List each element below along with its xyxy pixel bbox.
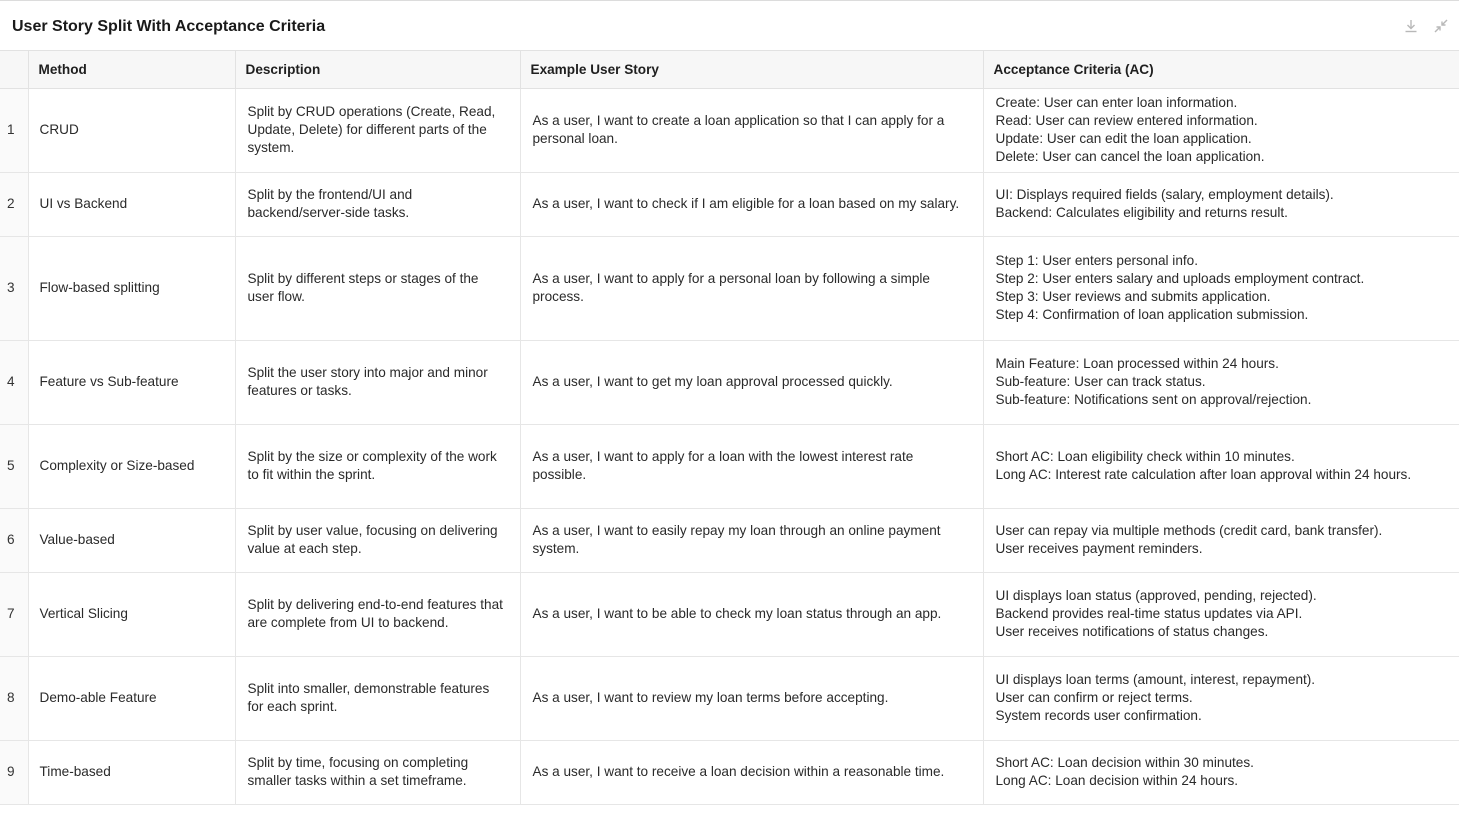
acceptance-criteria-cell	[983, 88, 1459, 172]
table-row[interactable]	[0, 236, 1459, 340]
acceptance-criteria-cell	[983, 572, 1459, 656]
header-row	[0, 51, 1459, 88]
download-icon[interactable]	[1402, 17, 1420, 35]
acceptance-criteria-line: Short AC: Loan decision within 30 minutes.	[995, 755, 1254, 770]
acceptance-criteria-line: UI displays loan status (approved, pending, rejected).	[995, 588, 1317, 603]
example-user-story-cell: As a user, I want to get my loan approval processed quickly.	[520, 340, 983, 424]
acceptance-criteria-line: Create: User can enter loan information.	[995, 95, 1238, 110]
acceptance-criteria-line: Step 2: User enters salary and uploads employment contract.	[995, 271, 1365, 286]
acceptance-criteria-line: User can repay via multiple methods (credit card, bank transfer).	[995, 523, 1383, 538]
description-cell: Split into smaller, demonstrable features for each sprint.	[235, 656, 520, 740]
acceptance-criteria-line: Sub-feature: Notifications sent on approval/rejection.	[995, 392, 1312, 407]
method-cell: Feature vs Sub-feature	[28, 340, 235, 424]
acceptance-criteria-line: Backend provides real-time status updates via API.	[995, 606, 1303, 621]
acceptance-criteria-cell	[983, 172, 1459, 236]
description-cell: Split by the frontend/UI and backend/server-side tasks.	[235, 172, 520, 236]
description-cell: Split by time, focusing on completing smaller tasks within a set timeframe.	[235, 740, 520, 804]
collapse-icon[interactable]	[1432, 17, 1450, 35]
example-user-story-cell: As a user, I want to check if I am eligible for a loan based on my salary.	[520, 172, 983, 236]
method-cell: Flow-based splitting	[28, 236, 235, 340]
acceptance-criteria-line: Step 3: User reviews and submits application.	[995, 289, 1271, 304]
example-user-story-cell: As a user, I want to apply for a loan with the lowest interest rate possible.	[520, 424, 983, 508]
method-cell: UI vs Backend	[28, 172, 235, 236]
description-cell: Split by different steps or stages of the user flow.	[235, 236, 520, 340]
row-index: 5	[0, 424, 28, 508]
acceptance-criteria-cell	[983, 508, 1459, 572]
row-index: 8	[0, 656, 28, 740]
acceptance-criteria-cell	[983, 740, 1459, 804]
user-story-table	[0, 51, 1459, 805]
row-index: 3	[0, 236, 28, 340]
acceptance-criteria-line: Short AC: Loan eligibility check within 10 minutes.	[995, 449, 1295, 464]
acceptance-criteria-cell	[983, 236, 1459, 340]
row-index: 1	[0, 88, 28, 172]
example-user-story-cell: As a user, I want to receive a loan decision within a reasonable time.	[520, 740, 983, 804]
method-cell: Demo-able Feature	[28, 656, 235, 740]
table-row[interactable]	[0, 656, 1459, 740]
panel-header	[0, 2, 1459, 51]
acceptance-criteria-line: Sub-feature: User can track status.	[995, 374, 1206, 389]
column-header-method[interactable]: Method	[28, 51, 235, 88]
acceptance-criteria-line: System records user confirmation.	[995, 708, 1202, 723]
table-row[interactable]	[0, 424, 1459, 508]
acceptance-criteria-line: Delete: User can cancel the loan application.	[995, 149, 1265, 164]
method-cell: CRUD	[28, 88, 235, 172]
description-cell: Split by the size or complexity of the work to fit within the sprint.	[235, 424, 520, 508]
row-index: 9	[0, 740, 28, 804]
row-index: 2	[0, 172, 28, 236]
table-row[interactable]	[0, 172, 1459, 236]
acceptance-criteria-cell	[983, 656, 1459, 740]
column-header-acceptance-criteria[interactable]: Acceptance Criteria (AC)	[983, 51, 1459, 88]
acceptance-criteria-line: Update: User can edit the loan application.	[995, 131, 1252, 146]
method-cell: Time-based	[28, 740, 235, 804]
column-header-description[interactable]: Description	[235, 51, 520, 88]
method-cell: Value-based	[28, 508, 235, 572]
table-row[interactable]	[0, 340, 1459, 424]
column-header-example-user-story[interactable]: Example User Story	[520, 51, 983, 88]
example-user-story-cell: As a user, I want to review my loan terms before accepting.	[520, 656, 983, 740]
acceptance-criteria-line: Long AC: Loan decision within 24 hours.	[995, 773, 1239, 788]
column-header-index	[0, 51, 28, 88]
panel-title: User Story Split With Acceptance Criteria	[12, 18, 326, 35]
row-index: 4	[0, 340, 28, 424]
acceptance-criteria-line: UI: Displays required fields (salary, employment details).	[995, 187, 1334, 202]
row-index: 6	[0, 508, 28, 572]
acceptance-criteria-line: Read: User can review entered information.	[995, 113, 1258, 128]
table-row[interactable]	[0, 88, 1459, 172]
acceptance-criteria-line: User can confirm or reject terms.	[995, 690, 1193, 705]
acceptance-criteria-line: Backend: Calculates eligibility and returns result.	[995, 205, 1288, 220]
description-cell: Split by CRUD operations (Create, Read, Update, Delete) for different parts of the system.	[235, 88, 520, 172]
row-index: 7	[0, 572, 28, 656]
method-cell: Vertical Slicing	[28, 572, 235, 656]
method-cell: Complexity or Size-based	[28, 424, 235, 508]
description-cell: Split by user value, focusing on delivering value at each step.	[235, 508, 520, 572]
acceptance-criteria-line: User receives payment reminders.	[995, 541, 1203, 556]
acceptance-criteria-line: Main Feature: Loan processed within 24 hours.	[995, 356, 1279, 371]
acceptance-criteria-cell	[983, 424, 1459, 508]
acceptance-criteria-line: User receives notifications of status changes.	[995, 624, 1269, 639]
acceptance-criteria-line: UI displays loan terms (amount, interest, repayment).	[995, 672, 1316, 687]
description-cell: Split the user story into major and minor features or tasks.	[235, 340, 520, 424]
example-user-story-cell: As a user, I want to be able to check my loan status through an app.	[520, 572, 983, 656]
table-row[interactable]	[0, 508, 1459, 572]
example-user-story-cell: As a user, I want to apply for a personal loan by following a simple process.	[520, 236, 983, 340]
example-user-story-cell: As a user, I want to easily repay my loan through an online payment system.	[520, 508, 983, 572]
description-cell: Split by delivering end-to-end features that are complete from UI to backend.	[235, 572, 520, 656]
acceptance-criteria-line: Step 1: User enters personal info.	[995, 253, 1199, 268]
example-user-story-cell: As a user, I want to create a loan application so that I can apply for a personal loan.	[520, 88, 983, 172]
acceptance-criteria-cell	[983, 340, 1459, 424]
acceptance-criteria-line: Long AC: Interest rate calculation after loan approval within 24 hours.	[995, 467, 1412, 482]
table-row[interactable]	[0, 572, 1459, 656]
acceptance-criteria-line: Step 4: Confirmation of loan application submission.	[995, 307, 1309, 322]
table-row[interactable]	[0, 740, 1459, 804]
